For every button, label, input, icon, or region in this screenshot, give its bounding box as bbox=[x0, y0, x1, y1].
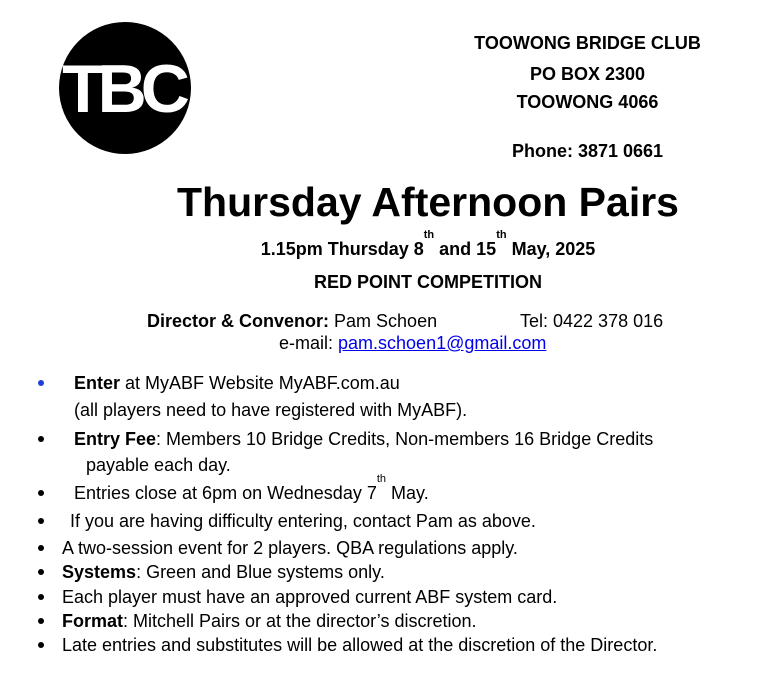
director-label: Director & Convenor: bbox=[147, 311, 330, 331]
bullet-enter: Enter at MyABF Website MyABF.com.au bbox=[74, 373, 400, 393]
competition-type: RED POINT COMPETITION bbox=[313, 272, 542, 292]
po-box: PO BOX 2300 bbox=[529, 64, 646, 84]
bullet-fee-note: payable each day. bbox=[86, 455, 231, 475]
phone: Phone: 3871 0661 bbox=[511, 141, 664, 161]
bullet-dot bbox=[38, 436, 44, 442]
email-line: e-mail: pam.schoen1@gmail.com bbox=[279, 333, 547, 353]
bullet-late: Late entries and substitutes will be allowed at the discretion of the Director. bbox=[62, 635, 658, 655]
email-link[interactable]: pam.schoen1@gmail.com bbox=[338, 333, 547, 353]
director-tel: Tel: 0422 378 016 bbox=[520, 311, 664, 331]
bullet-card: Each player must have an approved current ABF system card. bbox=[62, 587, 558, 607]
bullet-difficulty: If you are having difficulty entering, contact Pam as above. bbox=[70, 511, 536, 531]
event-date: 1.15pm Thursday 8th and 15th May, 2025 bbox=[260, 229, 596, 259]
bullet-two-session: A two-session event for 2 players. QBA regulations apply. bbox=[62, 538, 518, 558]
bullet-dot bbox=[38, 490, 44, 496]
bullet-format: Format: Mitchell Pairs or at the director’s discretion. bbox=[62, 611, 477, 631]
bullet-dot bbox=[38, 569, 44, 575]
bullet-close: Entries close at 6pm on Wednesday 7th May. bbox=[74, 473, 429, 503]
director-name: Pam Schoen bbox=[329, 311, 438, 331]
bullet-systems: Systems: Green and Blue systems only. bbox=[62, 562, 385, 582]
bullet-dot bbox=[38, 618, 44, 624]
bullet-dot bbox=[38, 518, 44, 524]
director-line bbox=[147, 310, 437, 332]
bullet-dot bbox=[38, 642, 44, 648]
tbc-logo bbox=[59, 22, 191, 154]
club-name: TOOWONG BRIDGE CLUB bbox=[474, 33, 701, 53]
logo-text: TBC bbox=[62, 51, 184, 127]
event-title: Thursday Afternoon Pairs bbox=[177, 179, 679, 225]
bullet-dot bbox=[38, 594, 44, 600]
suburb: TOOWONG 4066 bbox=[516, 92, 659, 112]
bullet-dot bbox=[38, 380, 44, 386]
bullet-dot bbox=[38, 545, 44, 551]
bullet-enter-note: (all players need to have registered with MyABF). bbox=[74, 400, 468, 420]
bullet-fee: Entry Fee: Members 10 Bridge Credits, Non-members 16 Bridge Credits bbox=[74, 429, 654, 449]
